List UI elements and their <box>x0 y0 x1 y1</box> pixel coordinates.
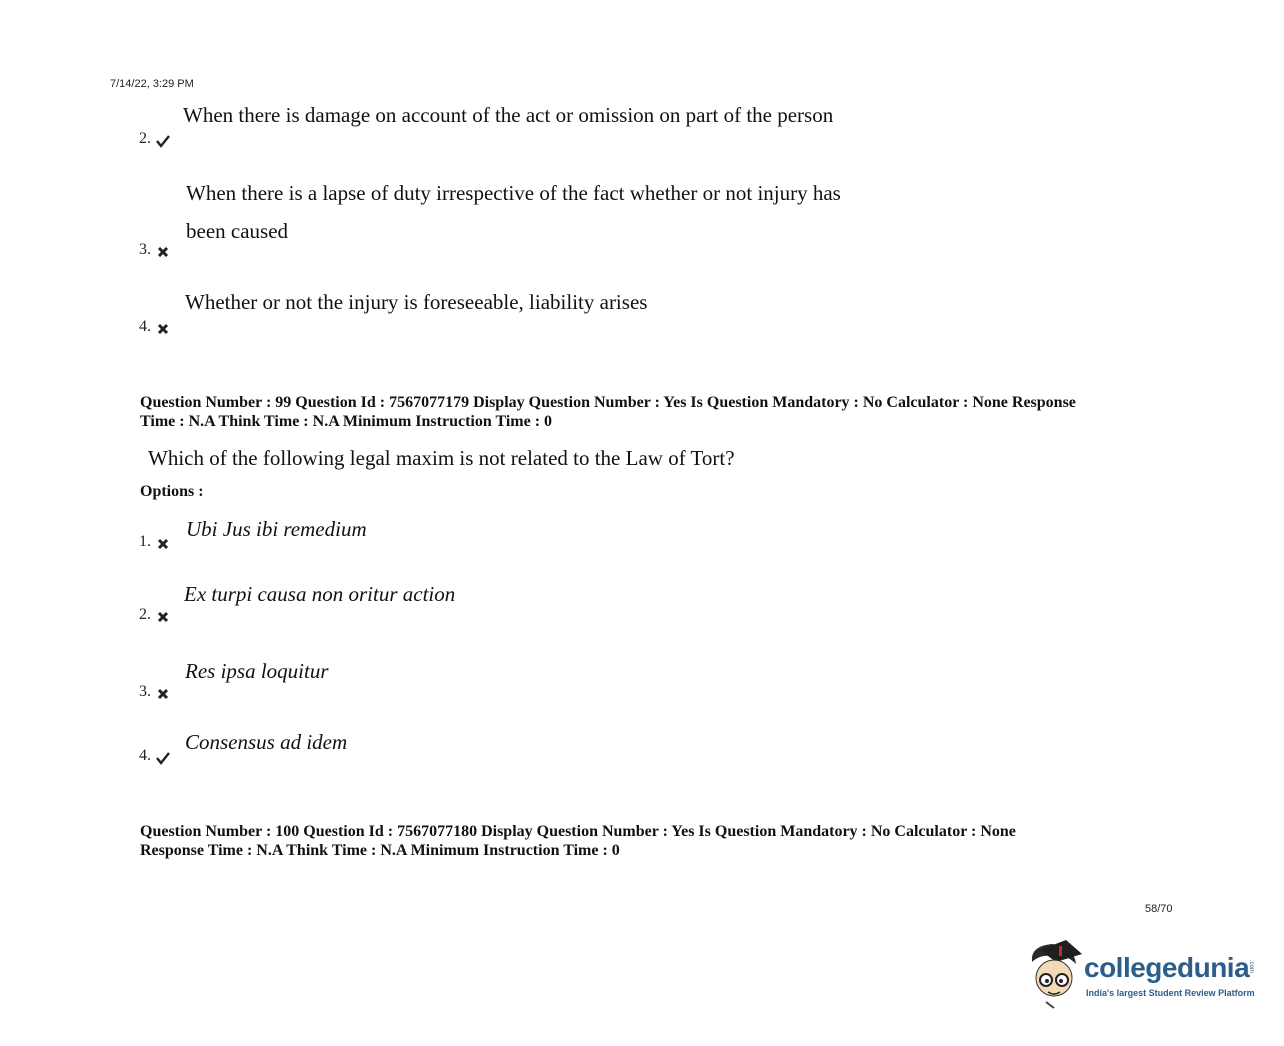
page-number: 58/70 <box>1145 903 1173 915</box>
cross-icon <box>156 245 170 259</box>
option-text: When there is damage on account of the act or omission on part of the person <box>183 103 834 127</box>
brand-tagline: India's largest Student Review Platform <box>1086 988 1255 998</box>
brand-name: collegedunia <box>1084 952 1250 983</box>
option-text-cont: been caused <box>186 219 289 243</box>
option-number-label: 4. <box>139 318 151 335</box>
option-number-label: 2. <box>139 130 151 147</box>
option-number <box>139 318 170 336</box>
option-number-label: 4. <box>139 747 151 764</box>
option-number <box>139 683 170 701</box>
brand-dotcom: .com <box>1248 960 1254 974</box>
option-number <box>139 241 170 259</box>
option-text: Ex turpi causa non oritur action <box>184 582 456 606</box>
cross-icon <box>156 610 170 624</box>
cross-icon <box>156 537 170 551</box>
option-text: Consensus ad idem <box>185 730 348 754</box>
question-meta-line: Question Number : 99 Question Id : 7567077179 Display Question Number : Yes Is Question Mandatory : No Calculator : None Response <box>140 394 1076 411</box>
collegedunia-logo <box>1026 940 1256 1010</box>
print-timestamp: 7/14/22, 3:29 PM <box>110 78 194 90</box>
option-text: When there is a lapse of duty irrespective of the fact whether or not injury has <box>186 181 841 205</box>
question-meta-line: Response Time : N.A Think Time : N.A Minimum Instruction Time : 0 <box>140 842 620 859</box>
question-text: Which of the following legal maxim is not related to the Law of Tort? <box>148 446 735 470</box>
option-number <box>139 747 170 765</box>
cross-icon <box>156 322 170 336</box>
option-number <box>139 130 170 148</box>
mascot-icon <box>1026 940 1082 1010</box>
cross-icon <box>156 687 170 701</box>
option-text: Res ipsa loquitur <box>185 659 329 683</box>
option-number-label: 3. <box>139 241 151 258</box>
option-number-label: 3. <box>139 683 151 700</box>
option-text: Whether or not the injury is foreseeable, liability arises <box>185 290 648 314</box>
option-number-label: 2. <box>139 606 151 623</box>
question-meta-line: Time : N.A Think Time : N.A Minimum Instruction Time : 0 <box>140 413 553 430</box>
options-label: Options : <box>140 483 204 500</box>
check-icon <box>156 751 170 765</box>
question-meta <box>140 393 1170 431</box>
question-meta <box>140 822 1170 860</box>
question-meta-line: Question Number : 100 Question Id : 7567077180 Display Question Number : Yes Is Question Mandatory : No Calculator : None <box>140 823 1016 840</box>
option-number <box>139 606 170 624</box>
check-icon <box>156 134 170 148</box>
option-text: Ubi Jus ibi remedium <box>186 517 367 541</box>
option-number-label: 1. <box>139 533 151 550</box>
option-number <box>139 533 170 551</box>
